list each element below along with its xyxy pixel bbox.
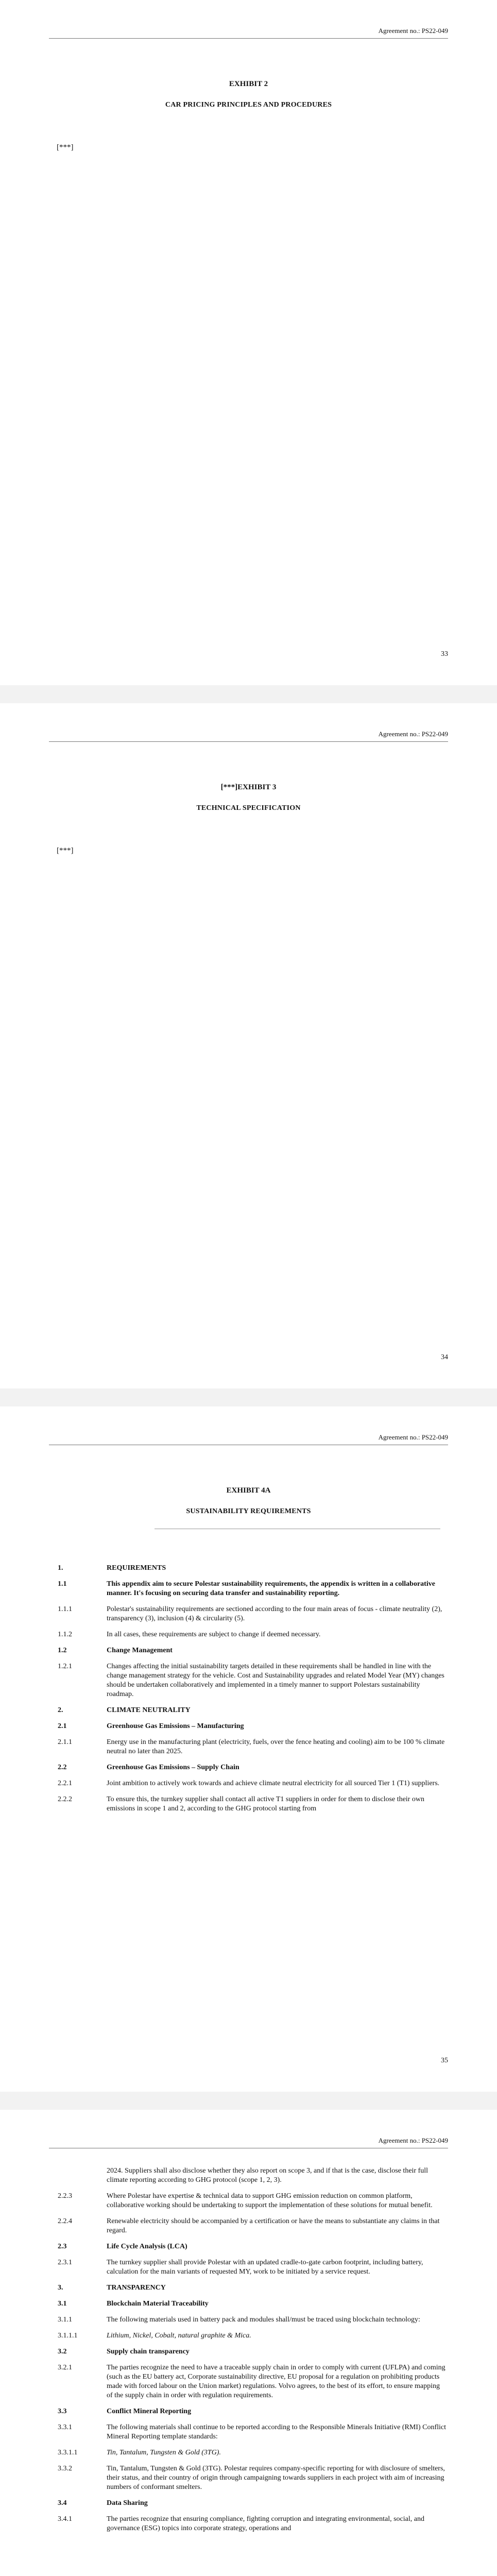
clause: [58, 1580, 447, 1598]
document-page-33: [0, 0, 497, 685]
clause-number: 1.1.1: [58, 1605, 72, 1613]
clause-number: 1.2: [58, 1647, 67, 1654]
clause-number: 2.3.1: [58, 2259, 72, 2266]
clause: [58, 1763, 447, 1772]
clause: [58, 2217, 447, 2235]
clause: [58, 1706, 447, 1715]
clause: [58, 2363, 447, 2400]
clause-number: 2.3: [58, 2243, 67, 2250]
clause-text: To ensure this, the turnkey supplier shall contact all active T1 suppliers in order for them to disclose their own emissions in scope 1 and 2, according to the GHG protocol starting from: [107, 1795, 424, 1812]
clause-list: [58, 2166, 447, 2540]
exhibit-title: EXHIBIT 2: [229, 80, 268, 88]
clause: [58, 2407, 447, 2416]
document-page-36: [0, 2110, 497, 2576]
clause-text: Greenhouse Gas Emissions – Manufacturing: [107, 1722, 244, 1730]
clause: [58, 2315, 447, 2325]
clause-number: 2.: [58, 1706, 63, 1714]
clause-text: The parties recognize that ensuring compliance, fighting corruption and integrating environmental, social, and governance (ESG) topics into corporate strategy, operations and: [107, 2515, 424, 2532]
clause-number: 3.4: [58, 2499, 67, 2507]
agreement-number: Agreement no.: PS22-049: [378, 1433, 448, 1441]
clause-text: Tin, Tantalum, Tungsten & Gold (3TG). Polestar requires company-specific reporting for with disclosure of smelters, their status, and their country of origin through campaigning towards suppliers in each project with aim of increasing numbers of conformant smelters.: [107, 2465, 445, 2491]
clause: [58, 2499, 447, 2508]
clause-text: The following materials used in battery pack and modules shall/must be traced using blockchain technology:: [107, 2316, 420, 2324]
clause: [58, 2299, 447, 2309]
clause: [58, 1795, 447, 1814]
clause-text: 2024. Suppliers shall also disclose whether they also report on scope 3, and if that is the case, disclose their full climate reporting according to GHG protocol (scope 1, 2, 3).: [107, 2167, 429, 2184]
document-page-34: [0, 703, 497, 1388]
clause: [58, 2464, 447, 2492]
clause-number: 2.1.1: [58, 1738, 72, 1746]
clause: [58, 2331, 447, 2341]
clause: [58, 2166, 447, 2185]
clause-number: [58, 2166, 107, 2185]
page-number: 34: [441, 1353, 448, 1361]
clause-text: TRANSPARENCY: [107, 2284, 166, 2292]
clause-number: 1.: [58, 1564, 63, 1572]
clause-number: 3.1: [58, 2300, 67, 2308]
clause-text: Energy use in the manufacturing plant (electricity, fuels, over the fence heating and cooling) aim to be 100 % climate neutral no later than 2025.: [107, 1738, 445, 1755]
agreement-number: Agreement no.: PS22-049: [378, 730, 448, 738]
clause-number: 3.: [58, 2284, 63, 2292]
clause: [58, 2448, 447, 2458]
clause-number: 3.3.1: [58, 2424, 72, 2431]
clause-text: Tin, Tantalum, Tungsten & Gold (3TG).: [107, 2449, 221, 2456]
clause: [58, 2515, 447, 2533]
header-rule: [49, 741, 448, 742]
page-number: 35: [441, 2057, 448, 2064]
clause: [58, 1722, 447, 1731]
clause: [58, 2242, 447, 2251]
clause-text: Renewable electricity should be accompanied by a certification or have the means to substantiate any claims in that regard.: [107, 2217, 440, 2234]
clause-text: Data Sharing: [107, 2499, 148, 2507]
clause-number: 3.2.1: [58, 2364, 72, 2371]
clause-text: In all cases, these requirements are subject to change if deemed necessary.: [107, 1631, 321, 1638]
document-page-35: [0, 1406, 497, 2092]
clause-number: 2.2.4: [58, 2217, 72, 2225]
clause-number: 3.1.1: [58, 2316, 72, 2324]
exhibit-subtitle: CAR PRICING PRINCIPLES AND PROCEDURES: [165, 101, 332, 109]
clause-number: 1.2.1: [58, 1663, 72, 1670]
clause: [58, 1630, 447, 1639]
clause: [58, 2423, 447, 2442]
clause-number: 2.2.3: [58, 2192, 72, 2200]
redacted-content: [***]: [57, 143, 74, 151]
clause-list: [58, 1564, 447, 1820]
clause-number: 3.3.2: [58, 2465, 72, 2472]
clause-text: The parties recognize the need to have a traceable supply chain in order to comply with current (UFLPA) and coming (such as the EU battery act, Corporate sustainability directive, EU proposal for a regulation on prohibiting products made with forced labour on the Union market) regulations. Volvo agrees, to the best of its effort, to ensure mapping of the supply chain in order with regulation requirements.: [107, 2364, 445, 2399]
clause: [58, 1646, 447, 1655]
clause-text: Changes affecting the initial sustainability targets detailed in these requirements shall be handled in line with the change management strategy for the vehicle. Cost and Sustainability upgrades and related Model Year (MY) changes should be undertaken collaboratively and implemented in a timely manner to support Polestars sustainability roadmap.: [107, 1663, 444, 1698]
exhibit-title: [***]EXHIBIT 3: [220, 783, 277, 791]
clause-text: Change Management: [107, 1647, 173, 1654]
clause-text: REQUIREMENTS: [107, 1564, 166, 1572]
exhibit-subtitle: TECHNICAL SPECIFICATION: [196, 804, 301, 812]
clause: [58, 1605, 447, 1623]
exhibit-title: EXHIBIT 4A: [226, 1486, 271, 1495]
clause-number: 3.4.1: [58, 2515, 72, 2523]
clause-text: The turnkey supplier shall provide Polestar with an updated cradle-to-gate carbon footprint, including battery, calculation for the main variants of requested MY, work to be initiated by a service request.: [107, 2259, 423, 2276]
agreement-number: Agreement no.: PS22-049: [378, 2137, 448, 2144]
clause-text: Greenhouse Gas Emissions – Supply Chain: [107, 1764, 239, 1771]
redacted-content: [***]: [57, 846, 74, 855]
clause-number: 1.1.2: [58, 1631, 72, 1638]
clause-text: Conflict Mineral Reporting: [107, 2408, 192, 2415]
clause: [58, 2192, 447, 2210]
clause: [58, 2347, 447, 2357]
clause-text: Blockchain Material Traceability: [107, 2300, 209, 2308]
clause: [58, 2283, 447, 2293]
exhibit-subtitle: SUSTAINABILITY REQUIREMENTS: [186, 1507, 311, 1515]
clause-number: 2.2.1: [58, 1780, 72, 1787]
clause-text: Lithium, Nickel, Cobalt, natural graphite & Mica.: [107, 2332, 251, 2340]
clause-text: Where Polestar have expertise & technical data to support GHG emission reduction on common platform, collaborative working should be undertaking to support the implementation of these solutions for mutual benefit.: [107, 2192, 433, 2209]
agreement-number: Agreement no.: PS22-049: [378, 27, 448, 35]
clause: [58, 1738, 447, 1756]
clause-number: 2.1: [58, 1722, 67, 1730]
clause: [58, 2258, 447, 2277]
clause-text: CLIMATE NEUTRALITY: [107, 1706, 191, 1714]
clause: [58, 1564, 447, 1573]
clause-number: 3.2: [58, 2348, 67, 2355]
clause-number: 3.3: [58, 2408, 67, 2415]
clause-number: 3.1.1.1: [58, 2332, 78, 2340]
clause-number: 3.3.1.1: [58, 2449, 78, 2456]
clause: [58, 1662, 447, 1699]
clause-text: Joint ambition to actively work towards and achieve climate neutral electricity for all sourced Tier 1 (T1) suppliers.: [107, 1780, 440, 1787]
clause: [58, 1779, 447, 1788]
page-number: 33: [441, 650, 448, 658]
clause-text: The following materials shall continue to be reported according to the Responsible Minerals Initiative (RMI) Conflict Mineral Reporting template standards:: [107, 2424, 446, 2441]
clause-number: 1.1: [58, 1580, 67, 1588]
clause-number: 2.2: [58, 1764, 67, 1771]
clause-text: This appendix aim to secure Polestar sustainability requirements, the appendix is written in a collaborative manner. It's focusing on securing data transfer and sustainability reporting.: [107, 1580, 435, 1597]
clause-text: Polestar's sustainability requirements are sectioned according to the four main areas of focus - climate neutrality (2), transparency (3), inclusion (4) & circularity (5).: [107, 1605, 442, 1622]
clause-text: Supply chain transparency: [107, 2348, 190, 2355]
header-rule: [49, 38, 448, 39]
clause-text: Life Cycle Analysis (LCA): [107, 2243, 187, 2250]
clause-number: 2.2.2: [58, 1795, 72, 1803]
